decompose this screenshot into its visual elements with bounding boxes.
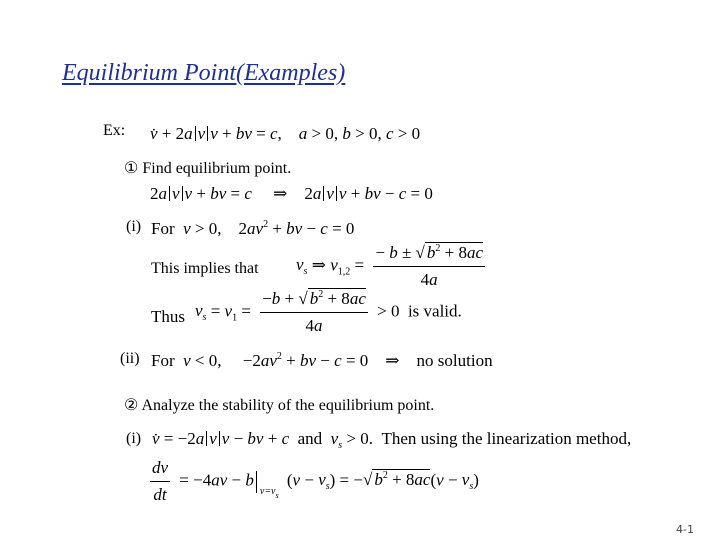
step1-text: Find equilibrium point. (142, 160, 292, 177)
case-i-equation: For v > 0, $2av^2$ + bv − c = 0 (151, 219, 355, 238)
step2-heading (124, 395, 434, 415)
for-word: For (151, 351, 175, 370)
linearized-equation: $\frac{dv}{dt}$ = −4av − b $v=v_s$ $(v - v_s)$ = −√ $b^2 + 8ac(v - v_s)$ (152, 458, 479, 504)
step2-marker: ② (124, 397, 139, 414)
roots-equation: $v_s$ ⇒ $v_{1,2}$ = $\frac{- b \pm √ b^2 + 8ac}{4a}$ (296, 243, 484, 289)
case-ii-label: (ii) (120, 350, 140, 367)
step1-heading (124, 158, 291, 178)
case-i-label: (i) (126, 218, 142, 235)
step1-marker: ① (124, 160, 139, 177)
then-text: Then using the linearization method, (381, 429, 632, 448)
valid-root-equation: $v_s = v_1$ = $\frac{-b + √ b^2 + 8ac}{4a}$ > 0 is valid. (195, 289, 462, 335)
system-equation: v̇ + 2a v v + bv = c, a > 0, b > 0, c > 0 (150, 124, 421, 143)
page-title: Equilibrium Point(Examples) (62, 60, 346, 86)
page-number: 4-1 (676, 523, 694, 536)
linearization-setup: v̇ = −2a v v − bv + c and $v_s > 0$. Then using the linearization method, (152, 429, 632, 451)
case-ii-equation: For v < 0, $-2av^2$ + bv − c = 0 ⇒ no solution (151, 351, 493, 370)
equilibrium-equation: 2a v v + bv = c ⇒ 2a v v + bv − c = 0 (150, 184, 433, 203)
is-valid-text: is valid. (407, 301, 462, 321)
and-word: and (297, 429, 323, 448)
ex-label: Ex: (103, 122, 126, 139)
no-solution-text: no solution (416, 351, 493, 370)
thus-word: Thus (151, 307, 185, 326)
for-word: For (151, 219, 175, 238)
step2-text: Analyze the stability of the equilibrium point. (141, 397, 435, 414)
step2-case-i-label: (i) (126, 430, 142, 447)
implies-text: This implies that (151, 260, 259, 277)
